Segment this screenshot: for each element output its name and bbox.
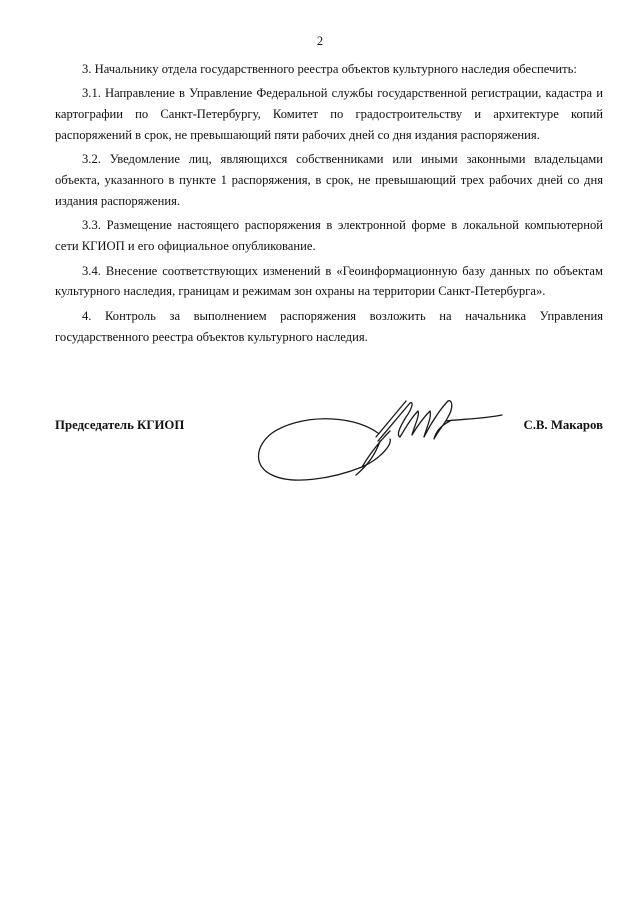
paragraph-3-3: 3.3. Размещение настоящего распоряжения в электронной форме в локальной компьютерной сети КГИОП и его официальное опубликование. — [55, 218, 603, 254]
signatory-role: Председатель КГИОП — [55, 418, 185, 432]
paragraph-3-2: 3.2. Уведомление лиц, являющихся собственниками или иными законными владельцами объекта, указанного в пункте 1 распоряжения, в срок, не превышающий трех рабочих дней со дня издания распоряжения. — [55, 152, 603, 208]
signatory-name: С.В. Макаров — [523, 418, 603, 432]
paragraph-3-1: 3.1. Направление в Управление Федеральной службы государственной регистрации, кадастра и картографии по Санкт-Петербургу, Комитет по градостроительству и архитектуре копий распоряжений в срок, не превышающий пяти рабочих дней со дня издания распоряжения. — [55, 86, 603, 142]
document-body — [55, 59, 603, 351]
page-number: 2 — [316, 34, 324, 48]
paragraph-3: 3. Начальнику отдела государственного реестра объектов культурного наследия обеспечить: — [82, 62, 577, 76]
handwritten-signature — [250, 395, 510, 505]
signature-block — [55, 395, 603, 505]
paragraph-3-4: 3.4. Внесение соответствующих изменений в «Геоинформационную базу данных по объектам культурного наследия, границам и режимам зон охраны на территории Санкт-Петербурга». — [55, 263, 603, 299]
paragraph-4: 4. Контроль за выполнением распоряжения возложить на начальника Управления государственного реестра объектов культурного наследия. — [55, 308, 603, 344]
